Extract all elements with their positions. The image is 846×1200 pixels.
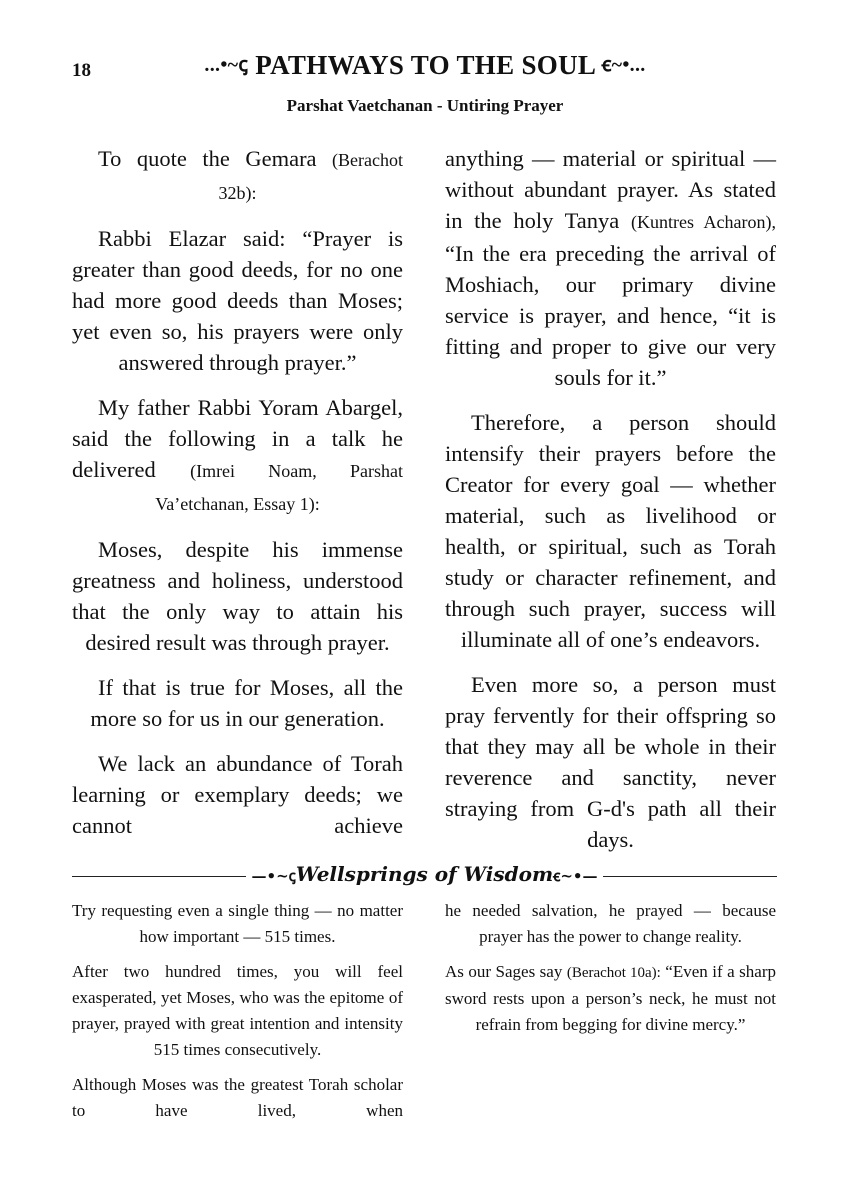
footer-paragraph: Although Moses was the greatest Torah scholar to have lived, when bbox=[72, 1075, 403, 1120]
paragraph: My father Rabbi Yoram Abargel, said the following in a talk he delivered (Imrei Noam, Parshat Va’etchanan, Essay 1): bbox=[72, 395, 403, 514]
citation: (Berachot 10a): bbox=[566, 965, 661, 981]
paragraph: If that is true for Moses, all the more so for us in our generation. bbox=[90, 675, 403, 731]
paragraph: Therefore, a person should intensify their prayers before the Creator for every goal — whether material, such as livelihood or health, or spiritual, such as Torah study or character refinement, and through such prayer, success will illuminate all of one’s endeavors. bbox=[445, 410, 776, 652]
footer-paragraph: Try requesting even a single thing — no matter how important — 515 times. bbox=[72, 901, 403, 946]
citation: (Kuntres Acharon), bbox=[630, 212, 776, 232]
page-title: PATHWAYS TO THE SOUL bbox=[255, 50, 595, 80]
paragraph: Even more so, a person must pray fervently for their offspring so that they may all be whole in their reverence and sanctity, never straying from G-d's path all their days. bbox=[445, 672, 776, 852]
paragraph-continuation: anything — material or spiritual — without abundant prayer. As stated in the holy Tanya (Kuntres Acharon), “In the era preceding the arrival of Moshiach, our primary divine service is prayer, and hence, “it is fitting and proper to give our very souls for it.” bbox=[445, 146, 776, 390]
header-ornament-left: ...•~ꞔ bbox=[204, 54, 249, 76]
main-column-right bbox=[445, 143, 776, 869]
header-ornament-right: ꞓ~•... bbox=[601, 54, 646, 76]
paragraph: Moses, despite his immense greatness and holiness, understood that the only way to attain his desired result was through prayer. bbox=[72, 537, 403, 655]
page-number: 18 bbox=[72, 60, 91, 81]
footer-paragraph: After two hundred times, you will feel exasperated, yet Moses, who was the epitome of prayer, prayed with great intention and intensity 515 times consecutively. bbox=[72, 962, 403, 1059]
citation: (Berachot 32b): bbox=[218, 150, 403, 203]
footer-paragraph: he needed salvation, he prayed — because prayer has the power to change reality. bbox=[445, 901, 776, 946]
footer-column-right bbox=[445, 898, 776, 1047]
section-title: Wellsprings of Wisdom bbox=[295, 862, 554, 886]
paragraph: To quote the Gemara (Berachot 32b): bbox=[98, 146, 403, 203]
divider-ornament-left: —•~ꞔ bbox=[251, 867, 296, 885]
main-column-left bbox=[72, 143, 403, 855]
divider-ornament-right: ꞓ~•— bbox=[553, 867, 598, 885]
section-divider bbox=[72, 862, 777, 888]
page-header bbox=[130, 50, 720, 81]
citation: (Imrei Noam, Parshat Va’etchanan, Essay 1): bbox=[155, 461, 403, 514]
paragraph: Rabbi Elazar said: “Prayer is greater than good deeds, for no one had more good deeds than Moses; yet even so, his prayers were only answered through prayer.” bbox=[72, 226, 403, 375]
paragraph: We lack an abundance of Torah learning or exemplary deeds; we cannot achieve bbox=[72, 751, 403, 838]
footer-column-left bbox=[72, 898, 403, 1133]
footer-paragraph: As our Sages say (Berachot 10a): “Even if a sharp sword rests upon a person’s neck, he must not refrain from begging for divine mercy.” bbox=[445, 962, 776, 1034]
page-subtitle: Parshat Vaetchanan - Untiring Prayer bbox=[286, 96, 564, 115]
